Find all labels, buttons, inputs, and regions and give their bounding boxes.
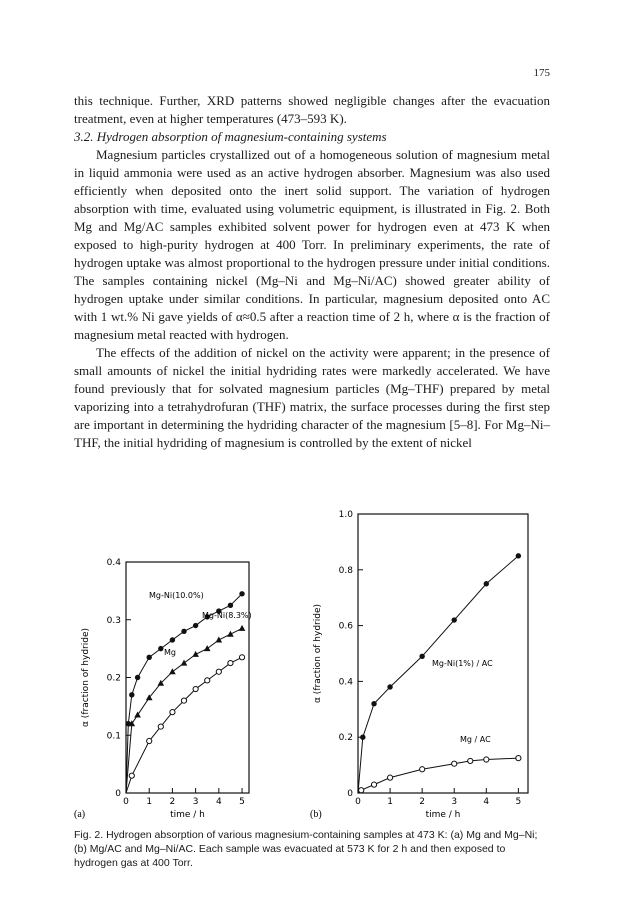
data-point — [227, 631, 234, 637]
data-point — [228, 603, 233, 608]
y-axis-label: α (fraction of hydride) — [313, 604, 323, 703]
figure-caption: Fig. 2. Hydrogen absorption of various magnesium-containing samples at 473 K: (a) Mg and Mg–Ni; (b) Mg/AC and Mg–Ni/AC. Each sample was evacuated at 573 K for 2 h and then exposed to hydrogen gas at 400 Torr. — [74, 829, 538, 869]
y-tick-label: 0.6 — [338, 621, 353, 632]
x-tick-label: 2 — [169, 797, 176, 807]
data-point — [239, 655, 244, 660]
data-point — [484, 581, 489, 586]
x-tick-label: 0 — [123, 797, 129, 807]
data-point — [239, 625, 246, 631]
data-point — [468, 758, 473, 763]
data-point — [158, 724, 163, 729]
series-curve — [126, 628, 242, 793]
curve-label: Mg-Ni(10.0%) — [149, 591, 204, 600]
data-point — [216, 636, 223, 642]
data-point — [216, 669, 221, 674]
data-point — [452, 761, 457, 766]
data-point — [193, 623, 198, 628]
data-point — [169, 668, 176, 674]
x-axis-label: time / h — [170, 810, 205, 820]
y-tick-label: 0.1 — [106, 731, 121, 742]
x-tick-label: 3 — [451, 797, 458, 807]
curve-label: Mg / AC — [460, 735, 491, 744]
section-heading: 3.2. Hydrogen absorption of magnesium-containing systems — [74, 129, 387, 144]
y-tick-label: 0.4 — [106, 558, 121, 568]
x-tick-label: 2 — [419, 797, 426, 807]
data-point — [360, 735, 365, 740]
data-point — [129, 692, 134, 697]
data-point — [181, 629, 186, 634]
data-point — [452, 617, 457, 622]
data-point — [204, 645, 211, 651]
data-point — [419, 654, 424, 659]
data-point — [359, 788, 364, 793]
data-point — [147, 655, 152, 660]
data-point — [147, 738, 152, 743]
y-tick-label: 0.2 — [106, 673, 121, 684]
data-point — [129, 773, 134, 778]
x-tick-label: 5 — [239, 797, 245, 807]
data-point — [181, 660, 188, 666]
data-point — [387, 684, 392, 689]
x-tick-label: 3 — [192, 797, 199, 807]
data-point — [371, 701, 376, 706]
figure-2 — [74, 510, 550, 840]
data-point — [239, 591, 244, 596]
y-axis-label: α (fraction of hydride) — [81, 628, 91, 727]
series-curve — [126, 594, 242, 793]
series-curve — [358, 758, 518, 793]
y-tick-label: 0.2 — [338, 733, 353, 744]
data-point — [135, 675, 140, 680]
data-point — [158, 646, 163, 651]
data-point — [228, 660, 233, 665]
paragraph: The effects of the addition of nickel on the activity were apparent; in the presence of small amounts of nickel the initial hydriding rates were markedly accelerated. We have found previously that for solvated magnesium particles (Mg–THF) prepared by metal vaporizing into a tetrahydrofuran (THF) matrix, the surface processes during the first step are important in determining the hydriding character of the magnesium [5–8]. For Mg–Ni–THF, the initial hydriding of magnesium is controlled by the extent of nickel — [74, 345, 550, 450]
y-tick-label: 0.8 — [338, 565, 353, 576]
y-tick-label: 0.4 — [338, 677, 353, 688]
curve-label: Mg-Ni(8.3%) — [202, 611, 252, 620]
y-tick-label: 1.0 — [338, 510, 353, 520]
x-tick-label: 1 — [146, 797, 153, 807]
x-tick-label: 4 — [215, 797, 222, 807]
data-point — [205, 678, 210, 683]
data-point — [181, 698, 186, 703]
page-number: 175 — [533, 67, 550, 79]
curve-label: Mg — [164, 648, 176, 657]
body-text — [74, 92, 550, 452]
y-tick-label: 0 — [347, 789, 353, 799]
data-point — [192, 651, 199, 657]
y-tick-label: 0.3 — [106, 615, 121, 626]
x-tick-label: 0 — [355, 797, 361, 807]
x-axis-label: time / h — [425, 810, 461, 820]
chart-panel-a — [74, 510, 304, 840]
series-curve — [126, 657, 242, 793]
data-point — [170, 710, 175, 715]
panel-label: (a) — [74, 809, 86, 820]
data-point — [371, 782, 376, 787]
x-tick-label: 5 — [515, 797, 522, 807]
data-point — [484, 757, 489, 762]
curve-label: Mg-Ni(1%) / AC — [432, 659, 493, 668]
y-tick-label: 0 — [115, 789, 121, 799]
data-point — [170, 637, 175, 642]
plot-frame — [358, 514, 528, 793]
series-curve — [358, 556, 518, 793]
data-point — [387, 775, 392, 780]
data-point — [420, 767, 425, 772]
chart-panel-b — [310, 510, 550, 840]
panel-label: (b) — [310, 809, 322, 820]
data-point — [516, 756, 521, 761]
paragraph: this technique. Further, XRD patterns showed negligible changes after the evacuation treatment, even at higher temperatures (473–593 K). — [74, 93, 550, 126]
data-point — [193, 686, 198, 691]
paragraph: Magnesium particles crystallized out of a homogeneous solution of magnesium metal in liquid ammonia were used as an active hydrogen absorber. Magnesium was also used efficiently when deposited onto the inert solid support. The variation of hydrogen absorption with time, evaluated using volumetric equipment, is illustrated in Fig. 2. Both Mg and Mg/AC samples exhibited solvent power for hydrogen even at 473 K when exposed to high-purity hydrogen at 400 Torr. In preliminary experiments, the rate of hydrogen uptake was almost proportional to the hydrogen pressure under initial conditions. The samples containing nickel (Mg–Ni and Mg–Ni/AC) showed greater ability of hydrogen uptake under similar conditions. In particular, magnesium deposited onto AC with 1 wt.% Ni gave yields of α≈0.5 after a reaction time of 2 h, where α is the fraction of magnesium metal reacted with hydrogen. — [74, 147, 550, 342]
data-point — [516, 553, 521, 558]
x-tick-label: 4 — [483, 797, 490, 807]
x-tick-label: 1 — [387, 797, 393, 807]
